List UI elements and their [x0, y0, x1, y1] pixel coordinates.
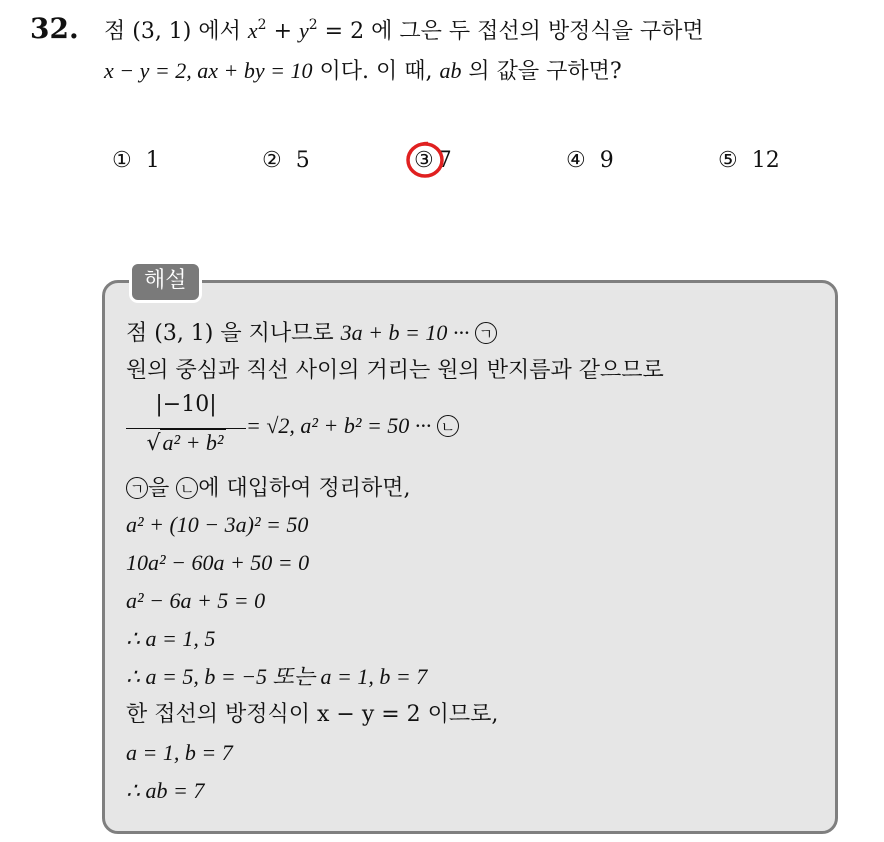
choice-2[interactable]: [262, 146, 310, 176]
question-number: 32.: [30, 12, 79, 45]
choice-5[interactable]: [718, 146, 780, 176]
solution-line-2: 원의 중심과 직선 사이의 거리는 원의 반지름과 같으므로: [126, 358, 664, 383]
distance-fraction: [126, 392, 246, 464]
solution-text: 을: [148, 476, 177, 501]
label-giyeok: ㄱ: [126, 477, 148, 499]
choice-value: 1: [145, 148, 160, 173]
solution-line-9: [126, 662, 427, 693]
solution-equation: = √2, a² + b² = 50 ···: [246, 413, 437, 438]
solution-line-11: [126, 738, 233, 769]
solution-text: 에 대입하여 정리하면,: [198, 476, 411, 501]
var-ab: ab: [439, 58, 462, 83]
solution-equation: ∴ a = 1, 5: [126, 626, 216, 651]
var-y: y: [299, 18, 309, 43]
solution-equation: a² − 6a + 5 = 0: [126, 588, 266, 613]
fraction-denominator: √a² + b²: [146, 430, 224, 456]
solution-tag: 해설: [129, 261, 202, 303]
solution-equation: ∴ ab = 7: [126, 778, 205, 803]
choice-number: ④: [566, 148, 586, 173]
choice-number: ⑤: [718, 148, 738, 173]
solution-line-4: [126, 474, 411, 504]
solution-equation: a² + (10 − 3a)² = 50: [126, 512, 309, 537]
solution-line-12: [126, 776, 204, 807]
solution-text: 점 (3, 1) 을 지나므로: [126, 321, 341, 346]
equation-1: x − y = 2,: [104, 58, 198, 83]
choice-number: ③: [414, 148, 434, 173]
solution-line-10: 한 접선의 방정식이 x − y = 2 이므로,: [126, 702, 499, 727]
solution-line-1: [126, 318, 497, 349]
choice-value: 5: [295, 148, 310, 173]
plus-sign: +: [266, 19, 299, 44]
fraction-numerator: |−10|: [155, 392, 217, 417]
solution-equation: 3a + b = 10 ···: [340, 320, 475, 345]
choice-number: ①: [112, 148, 132, 173]
choice-1[interactable]: [112, 146, 160, 176]
choice-value: 7: [437, 148, 452, 173]
label-giyeok: ㄱ: [475, 322, 497, 344]
solution-equation: ∴ a = 5, b = −5 또는 a = 1, b = 7: [126, 664, 428, 689]
solution-line-6: [126, 548, 309, 579]
choice-value: 12: [751, 148, 780, 173]
solution-line-7: [126, 586, 265, 617]
question-text-b: = 2 에 그은 두 접선의 방정식을 구하면: [317, 19, 704, 44]
question-text-end: 의 값을 구하면?: [461, 59, 622, 84]
solution-line-3-rhs: [246, 411, 459, 442]
label-nieun: ㄴ: [176, 477, 198, 499]
exponent: 2: [308, 17, 318, 33]
solution-equation: a = 1, b = 7: [126, 740, 233, 765]
question-line-2: [104, 56, 622, 87]
question-text-a: 점 (3, 1) 에서: [104, 19, 248, 44]
equation-2: ax + by = 10: [197, 58, 313, 83]
label-nieun: ㄴ: [437, 415, 459, 437]
question-line-1: [104, 16, 704, 47]
choice-value: 9: [599, 148, 614, 173]
solution-equation: 10a² − 60a + 50 = 0: [126, 550, 310, 575]
solution-line-8: [126, 624, 215, 655]
exponent: 2: [257, 17, 267, 33]
sqrt-radicand: a² + b²: [162, 430, 224, 455]
choice-number: ②: [262, 148, 282, 173]
choice-4[interactable]: [566, 146, 614, 176]
solution-line-5: [126, 510, 308, 541]
answer-mark-circle: [404, 140, 446, 180]
question-text-mid: 이다. 이 때,: [312, 59, 440, 84]
var-x: x: [247, 18, 258, 43]
